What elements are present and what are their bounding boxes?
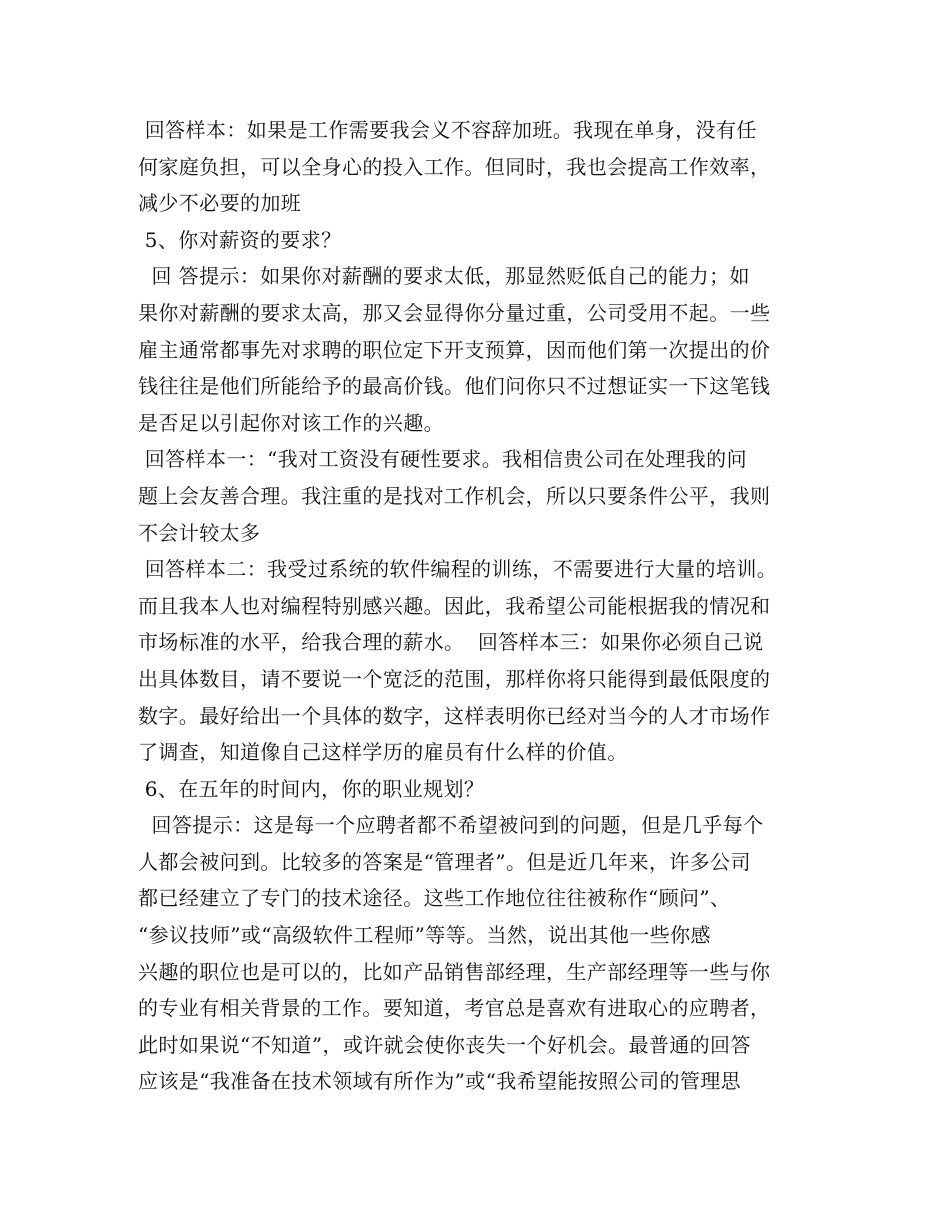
text-line: 回答样本一：“我对工资没有硬性要求。我相信贵公司在处理我的问 [138, 447, 747, 472]
text-line: 而且我本人也对编程特别感兴趣。因此，我希望公司能根据我的情况和 [138, 593, 771, 618]
text-line: 兴趣的职位也是可以的，比如产品销售部经理，生产部经理等一些与你 [138, 959, 771, 984]
document-body [138, 112, 828, 1100]
text-line: 回答提示：这是每一个应聘者都不希望被问到的问题，但是几乎每个 [138, 813, 764, 838]
text-line: 都已经建立了专门的技术途径。这些工作地位往往被称作“顾问”、 [138, 886, 731, 911]
text-line: 数字。最好给出一个具体的数字，这样表明你已经对当今的人才市场作 [138, 703, 771, 728]
text-line: 雇主通常都事先对求聘的职位定下开支预算，因而他们第一次提出的价 [138, 337, 771, 362]
text-line: 不会计较太多 [138, 520, 261, 545]
question-heading: 5、你对薪资的要求？ [138, 227, 342, 252]
text-line: 回 答提示：如果你对薪酬的要求太低，那显然贬低自己的能力；如 [138, 264, 750, 289]
text-line: 的专业有相关背景的工作。要知道，考官总是喜欢有进取心的应聘者， [138, 996, 771, 1021]
text-line: 人都会被问到。比较多的答案是“管理者”。但是近几年来，许多公司 [138, 849, 751, 874]
text-line: 果你对薪酬的要求太高，那又会显得你分量过重，公司受用不起。一些 [138, 300, 771, 325]
text-line: 市场标准的水平，给我合理的薪水。 回答样本三：如果你必须自己说 [138, 630, 764, 655]
text-line: 钱往往是他们所能给予的最高价钱。他们问你只不过想证实一下这笔钱 [138, 374, 771, 399]
text-line: 了调查，知道像自己这样学历的雇员有什么样的价值。 [138, 740, 628, 765]
text-line: 减少不必要的加班 [138, 191, 302, 216]
text-line: 回答样本：如果是工作需要我会义不容辞加班。我现在单身，没有任 [138, 118, 757, 142]
text-line: 是否足以引起你对该工作的兴趣。 [138, 410, 444, 435]
text-line: 题上会友善合理。我注重的是找对工作机会，所以只要条件公平，我则 [138, 483, 771, 508]
text-line: 何家庭负担，可以全身心的投入工作。但同时，我也会提高工作效率， [138, 154, 771, 179]
question-heading: 6、在五年的时间内，你的职业规划？ [138, 776, 485, 801]
text-line: 此时如果说“不知道”，或许就会使你丧失一个好机会。最普通的回答 [138, 1032, 751, 1057]
text-line: 回答样本二：我受过系统的软件编程的训练，不需要进行大量的培训。 [138, 557, 778, 582]
text-line: 出具体数目，请不要说一个宽泛的范围，那样你将只能得到最低限度的 [138, 666, 771, 691]
text-line: 应该是“我准备在技术领域有所作为”或“我希望能按照公司的管理思 [138, 1069, 742, 1094]
text-line: “参议技师”或“高级软件工程师”等等。当然，说出其他一些你感 [138, 923, 711, 948]
